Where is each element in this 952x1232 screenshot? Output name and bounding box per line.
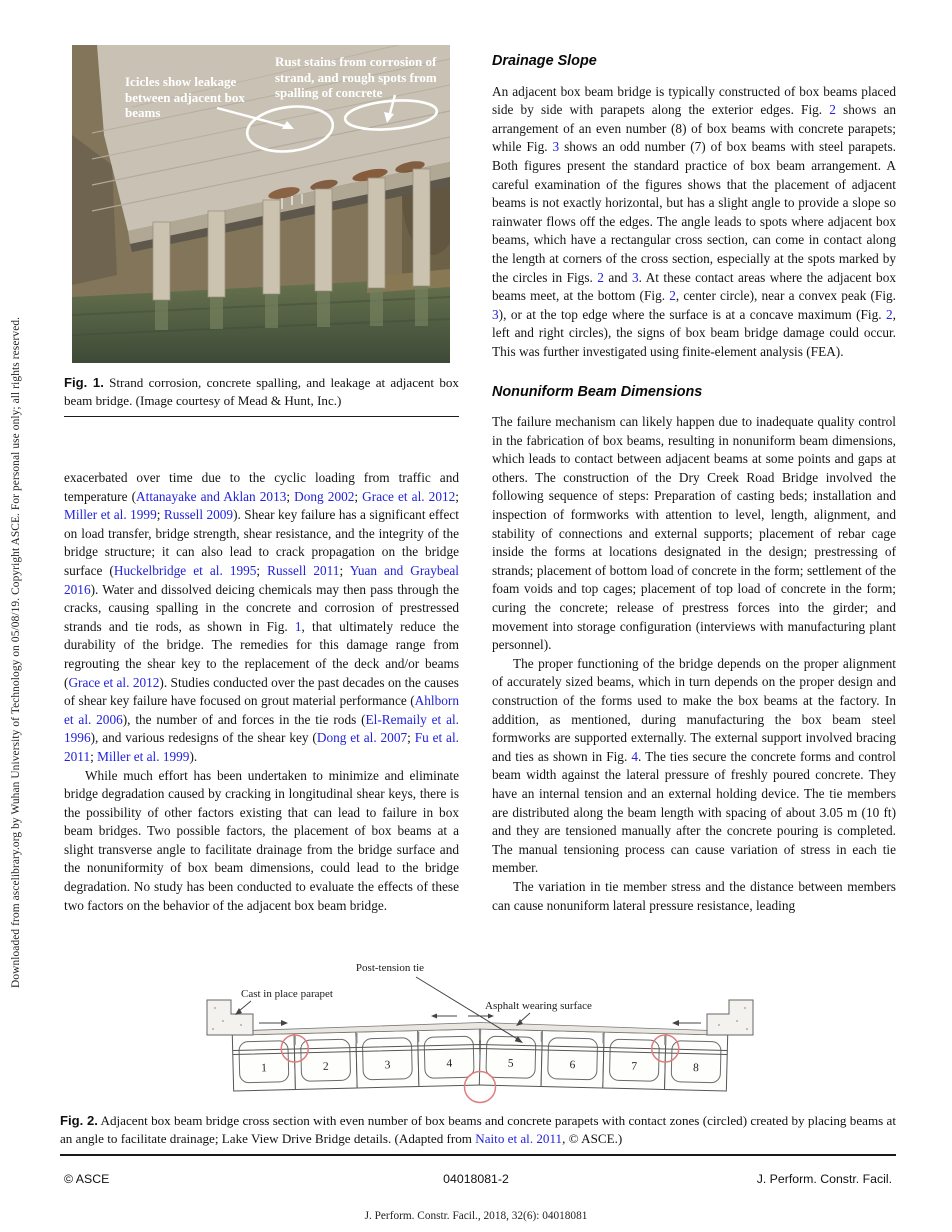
parapet-label: Cast in place parapet — [241, 988, 333, 1000]
citation-link[interactable]: Dong et al. 2007 — [316, 730, 408, 746]
left-column — [64, 469, 459, 915]
citation-link[interactable]: 2 — [886, 306, 893, 322]
beam-number: 7 — [631, 1060, 638, 1073]
footer-page-number: 04018081-2 — [443, 1172, 509, 1186]
beam-number: 6 — [569, 1059, 576, 1072]
beam-number: 4 — [446, 1057, 453, 1070]
post-tension-tie-label: Post-tension tie — [355, 962, 425, 974]
section-heading-drainage-slope: Drainage Slope — [492, 53, 597, 69]
figure2-caption-label: Fig. 2. — [60, 1113, 98, 1128]
citation-link[interactable]: 3 — [492, 306, 499, 322]
citation-link[interactable]: Miller et al. 1999 — [64, 507, 157, 523]
asphalt-label: Asphalt wearing surface — [485, 1000, 592, 1012]
citation-link[interactable]: Dong 2002 — [294, 488, 355, 504]
figure2-caption — [60, 1112, 896, 1156]
body-paragraph: An adjacent box beam bridge is typically constructed of box beams placed side by side with parapets along the exterior edges. Fig. 2 shows an arrangement of an even number (8) of box beams with concrete parapets; while Fig. 3 shows an odd number (7) of box beams with steel parapets. Both figures present the standard practice of box beam arrangement. A careful examination of the figures shows that the placement of adjacent beams is not exactly horizontal, but has a slight angle to provide a slope so rainwater flows off the edges. The angle leads to spots where adjacent box beams, which have a rectangular cross section, can come in contact along the length at corners of the cross section, especially at the spots marked by the circles in Figs. 2 and 3. At these contact areas where the adjacent box beams meet, at the bottom (Fig. 2, center circle), near a convex peak (Fig. 3), or at the top edge where the surface is at a concave maximum (Fig. 2, left and right circles), the signs of box beam bridge damage could occur. This was further investigated using finite-element analysis (FEA). — [492, 83, 896, 359]
citation-link[interactable]: 1 — [294, 618, 302, 634]
citation-line: J. Perform. Constr. Facil., 2018, 32(6): 04018081 — [364, 1210, 588, 1222]
citation-link[interactable]: Russell 2011 — [267, 562, 340, 578]
citation-link[interactable]: Attanayake and Aklan 2013 — [136, 488, 287, 504]
citation-link[interactable]: Grace et al. 2012 — [362, 488, 456, 504]
citation-link[interactable]: 2 — [829, 102, 836, 118]
photo-annotation-left: Icicles show leakage between adjacent box beams — [125, 74, 245, 120]
download-watermark: Downloaded from ascelibrary.org by Wuhan University of Technology on 05/08/19. Copyright ASCE. For personal use only; all rights reserved. — [10, 316, 22, 988]
body-paragraph: exacerbated over time due to the cyclic loading from traffic and temperature (Attanayake and Aklan 2013; Dong 2002; Grace et al. 2012; Miller et al. 1999; Russell 2009). Shear key failure has a significant effect on load transfer, bridge strength, shear resistance, and the integrity of the bridge structure; it can also lead to crack propagation on the bridge surface (Huckelbridge et al. 1995; Russell 2011; Yuan and Graybeal 2016). Water and dissolved deicing chemicals may then pass through the cracks, causing spalling in the concrete and corrosion of prestressed strands and tie rods, as shown in Fig. 1, that ultimately reduce the durability of the bridge. The remedies for this damage range from regrouting the shear key to the replacement of the deck and/or beams (Grace et al. 2012). Studies conducted over the past decades on the causes of shear key failure have focused on grout material performance (Ahlborn et al. 2006), the number of and forces in the tie rods (El-Remaily et al. 1996), and various redesigns of the shear key (Dong et al. 2007; Fu et al. 2011; Miller et al. 1999). — [64, 470, 459, 764]
body-paragraph: The variation in tie member stress and the distance between members can cause nonuniform lateral pressure resistance, leading — [492, 878, 896, 913]
figure1-photo — [72, 45, 450, 363]
citation-link[interactable]: 4 — [631, 748, 639, 764]
body-paragraph: The failure mechanism can likely happen due to inadequate quality control in the fabrication of box beams, resulting in nonuniform beam dimensions, which leads to contact between adjacent beams at some points and gaps at others. The construction of the Dry Creek Road Bridge involved the following sequence of steps: Preparation of casting beds; installation and inspection of formworks with attention to level, length, alignment, and stability of connections and external supports; placement of rebar cage inside the forms at locations designated in the design; prestressing of strands; placement of bottom load of concrete in the form; settlement of the foam voids and top cages; placement of top load of concrete in the form; curing the concrete; release of prestress forces into the girder; and movement into storage configuration (interviews with manufacturing plant personnel). — [492, 414, 896, 653]
footer-copyright: © ASCE — [64, 1172, 110, 1186]
photo-annotation-right: Rust stains from corrosion of strand, and rough spots from spalling of concrete — [275, 54, 437, 100]
body-paragraph: The proper functioning of the bridge depends on the proper alignment of accurately sized beams, which in turn depends on the proper design and construction of the forms used to make the box beams at the factory. In addition, as mentioned, during manufacturing the box beam steel formworks are supported externally. The external support involved bracing and ties as shown in Fig. 4. The ties secure the concrete forms and control beam width against the lateral pressure of freshly poured concrete. They have an internal tension and an external holding device. The tie members are distributed along the beam length with spacing of about 3.05 m (10 ft) and they are tensioned manually after the concrete pouring is completed. The manual tensioning process can cause variation of stress in each tie member. — [492, 655, 896, 876]
citation-link[interactable]: Russell 2009 — [163, 507, 234, 523]
citation-link[interactable]: 3 — [632, 269, 639, 285]
body-paragraph: While much effort has been undertaken to minimize and eliminate bridge degradation caused by cracking in longitudinal shear keys, there is the possibility of other factors existing that can lead to failure in box beam bridges. Two possible factors, the placement of box beams at a slight transverse angle to facilitate drainage from the bridge surface and the nonuniformity of box beam dimensions, could lead to the bridge degradation. No study has been conducted to evaluate the effects of these two factors on the behavior of the adjacent box beam bridge. — [64, 767, 459, 913]
citation-link[interactable]: Yuan and Graybeal 2016 — [64, 562, 459, 597]
figure1-caption-label: Fig. 1. — [64, 375, 104, 390]
citation-link[interactable]: Grace et al. 2012 — [68, 674, 160, 690]
figure2-caption-text: Adjacent box beam bridge cross section with even number of box beams and concrete parapets with contact zones (circled) created by placing beams at an angle to facilitate drainage; Lake View Drive Bridge details. (Adapted from Naito et al. 2011, © ASCE.) — [60, 1113, 896, 1146]
figure1-caption-text: Strand corrosion, concrete spalling, and leakage at adjacent box beam bridge. (Image courtesy of Mead & Hunt, Inc.) — [64, 375, 459, 408]
figure1-caption — [64, 374, 459, 417]
beam-number: 8 — [692, 1062, 699, 1075]
figure2-diagram — [185, 955, 775, 1107]
beam-number: 3 — [384, 1059, 391, 1072]
section-heading-nonuniform-beam-dimensions: Nonuniform Beam Dimensions — [492, 383, 703, 400]
footer-journal: J. Perform. Constr. Facil. — [756, 1172, 892, 1186]
citation-link[interactable]: 3 — [552, 139, 560, 155]
citation-link[interactable]: Fu et al. 2011 — [64, 730, 459, 764]
citation-link[interactable]: 2 — [669, 288, 676, 304]
citation-link[interactable]: Ahlborn et al. 2006 — [64, 693, 459, 727]
citation-link[interactable]: 2 — [597, 269, 604, 285]
beam-number: 1 — [261, 1062, 268, 1075]
citation-link[interactable]: Huckelbridge et al. 1995 — [113, 562, 257, 578]
beam-number: 2 — [322, 1060, 329, 1073]
citation-link[interactable]: Naito et al. 2011 — [475, 1130, 563, 1146]
beam-number: 5 — [507, 1057, 514, 1070]
right-column — [492, 52, 896, 915]
citation-link[interactable]: Miller et al. 1999 — [97, 748, 190, 764]
citation-link[interactable]: El-Remaily et al. 1996 — [64, 711, 459, 746]
